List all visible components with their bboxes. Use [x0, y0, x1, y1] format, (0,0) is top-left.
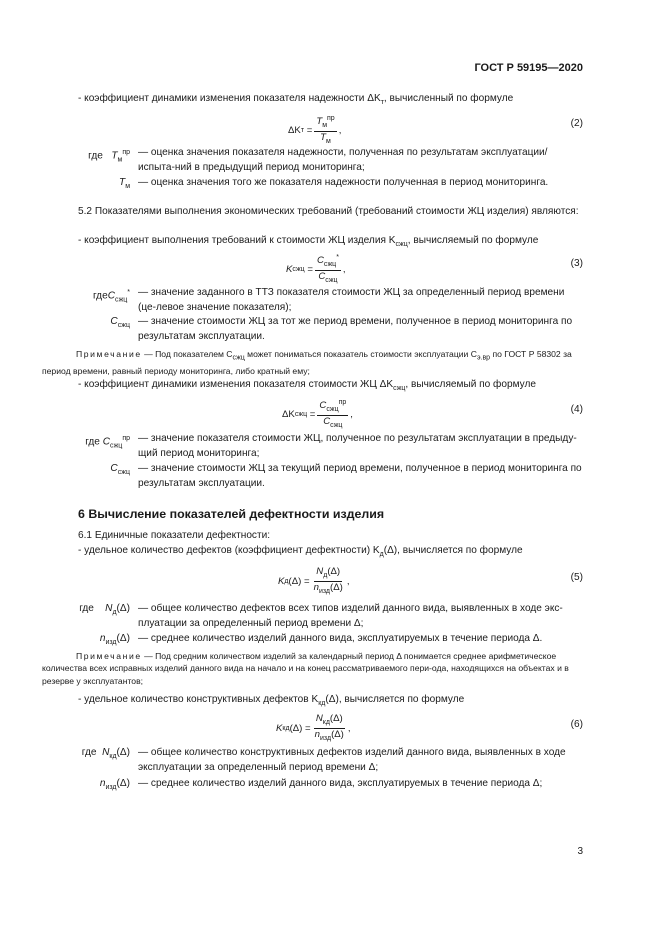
paragraph-5-2: 5.2 Показателями выполнения экономических требований (требований стоимости ЖЦ изделия) являются:: [78, 206, 579, 217]
formula-5: K д (Δ) = $\frac{N_д(\Delta)}{n_{изд}(\Delta)}$ ,: [278, 566, 350, 595]
definition-n-items: $n_{изд}(\Delta)$ — среднее количество изделий данного вида, эксплуатируемых в течение периода Δ.: [99, 633, 543, 647]
formula-4-fraction: $\frac{C_{сжц}^{пр}}{C_{сжц}}$: [319, 399, 347, 429]
bullet-design-defects: - удельное количество конструктивных дефектов $K_{кд}(\Delta)$, вычисляется по формуле: [78, 694, 465, 708]
definition-t-m: $T_м$ — оценка значения того же показателя надежности полученная в период мониторинга.: [119, 177, 549, 191]
definition-c-lcc: $C_{сжц}$ — значение стоимости ЖЦ за тот же период времени, полученное в период мониторинга по результатам эксплуатации.: [110, 316, 573, 342]
formula-3-fraction: $\frac{C_{сжц}^*}{C_{сжц}}$: [316, 254, 339, 284]
formula-5-number: (5): [570, 572, 583, 583]
definition-n-items-2: $n_{изд}(\Delta)$ — среднее количество изделий данного вида, эксплуатируемых в течение периода Δ;: [99, 778, 543, 792]
bullet-defect-ratio: - удельное количество дефектов (коэффициент дефектности) $K_д(\Delta)$, вычисляется по формуле: [78, 545, 523, 559]
standard-header: ГОСТ Р 59195—2020: [474, 62, 583, 74]
formula-3-number: (3): [570, 258, 583, 269]
page-number: 3: [577, 846, 583, 857]
formula-2-number: (2): [570, 118, 583, 129]
formula-6-fraction: $\frac{N_{кд}(\Delta)}{n_{изд}(\Delta)}$: [314, 713, 344, 742]
formula-4-number: (4): [570, 404, 583, 415]
formula-2: ΔK т = $\frac{T_м^{пр}}{T_м}$ ,: [288, 115, 342, 145]
definition-c-current: $C_{сжц}$ — значение стоимости ЖЦ за текущий период времени, полученное в период мониторинга по результатам эксплуатации.: [110, 463, 582, 489]
section-6-heading: 6 Вычисление показателей дефектности изделия: [78, 507, 385, 521]
definition-c-star: гдеC$_{сжц}$* — значение заданного в ТТЗ показателя стоимости ЖЦ за определенный период времени (це-левое значение показателя);: [92, 287, 565, 313]
formula-5-fraction: $\frac{N_д(\Delta)}{n_{изд}(\Delta)}$: [313, 566, 343, 595]
formula-6-number: (6): [570, 719, 583, 730]
definition-n-defects: где $N_д(\Delta)$ — общее количество дефектов всех типов изделий данного вида, выявленных в ходе экс-плуатации за определенный период времени Δ;: [79, 603, 563, 629]
note-average-items: Примечание — Под средним количеством изделий за календарный период Δ понимается среднее арифметическое количества всех исправных изделий данного вида на начало и на конец рассматриваемого пери-ода, находящихся на объектах и в резерве у эксплуатантов;: [42, 651, 569, 686]
formula-3: K сжц = $\frac{C_{сжц}^*}{C_{сжц}}$ ,: [286, 254, 346, 284]
note-cost-indicator: Примечание — Под показателем $C_{сжц}$ может пониматься показатель стоимости эксплуатации $C_{э.вр}$ по ГОСТ Р 58302 за период времени, равный периоду мониторинга, либо кратный ему;: [42, 349, 572, 377]
paragraph-6-1: 6.1 Единичные показатели дефектности:: [78, 530, 271, 541]
bullet-lcc-dynamics: - коэффициент динамики изменения показателя стоимости ЖЦ $\Delta K_{сжц}$, вычисляемый по формуле: [78, 379, 536, 393]
formula-4: ΔK сжц = $\frac{C_{сжц}^{пр}}{C_{сжц}}$ ,: [282, 399, 353, 429]
definition-t-pr: где $T_м^{пр}$ — оценка значения показателя надежности, полученная по результатам эксплуатации/испыта-ний в предыдущий период мониторинга;: [88, 147, 548, 173]
bullet-lcc-requirements: - коэффициент выполнения требований к стоимости ЖЦ изделия $K_{сжц}$, вычисляемый по формуле: [78, 235, 539, 249]
formula-6: K кд (Δ) = $\frac{N_{кд}(\Delta)}{n_{изд}(\Delta)}$ ,: [276, 713, 351, 742]
definition-c-pr: где $C_{сжц}^{пр}$ — значение показателя стоимости ЖЦ, полученное по результатам эксплуатации в предыду-щий период мониторинга;: [85, 433, 577, 459]
definition-n-design-defects: где $N_{кд}(\Delta)$ — общее количество конструктивных дефектов изделий данного вида, выявленных в ходе эксплуатации за определенный период времени Δ;: [81, 747, 566, 773]
bullet-reliability-dynamics: - коэффициент динамики изменения показателя надежности $\Delta K_т$, вычисленный по формуле: [78, 93, 514, 107]
formula-2-fraction: $\frac{T_м^{пр}}{T_м}$: [316, 115, 335, 145]
